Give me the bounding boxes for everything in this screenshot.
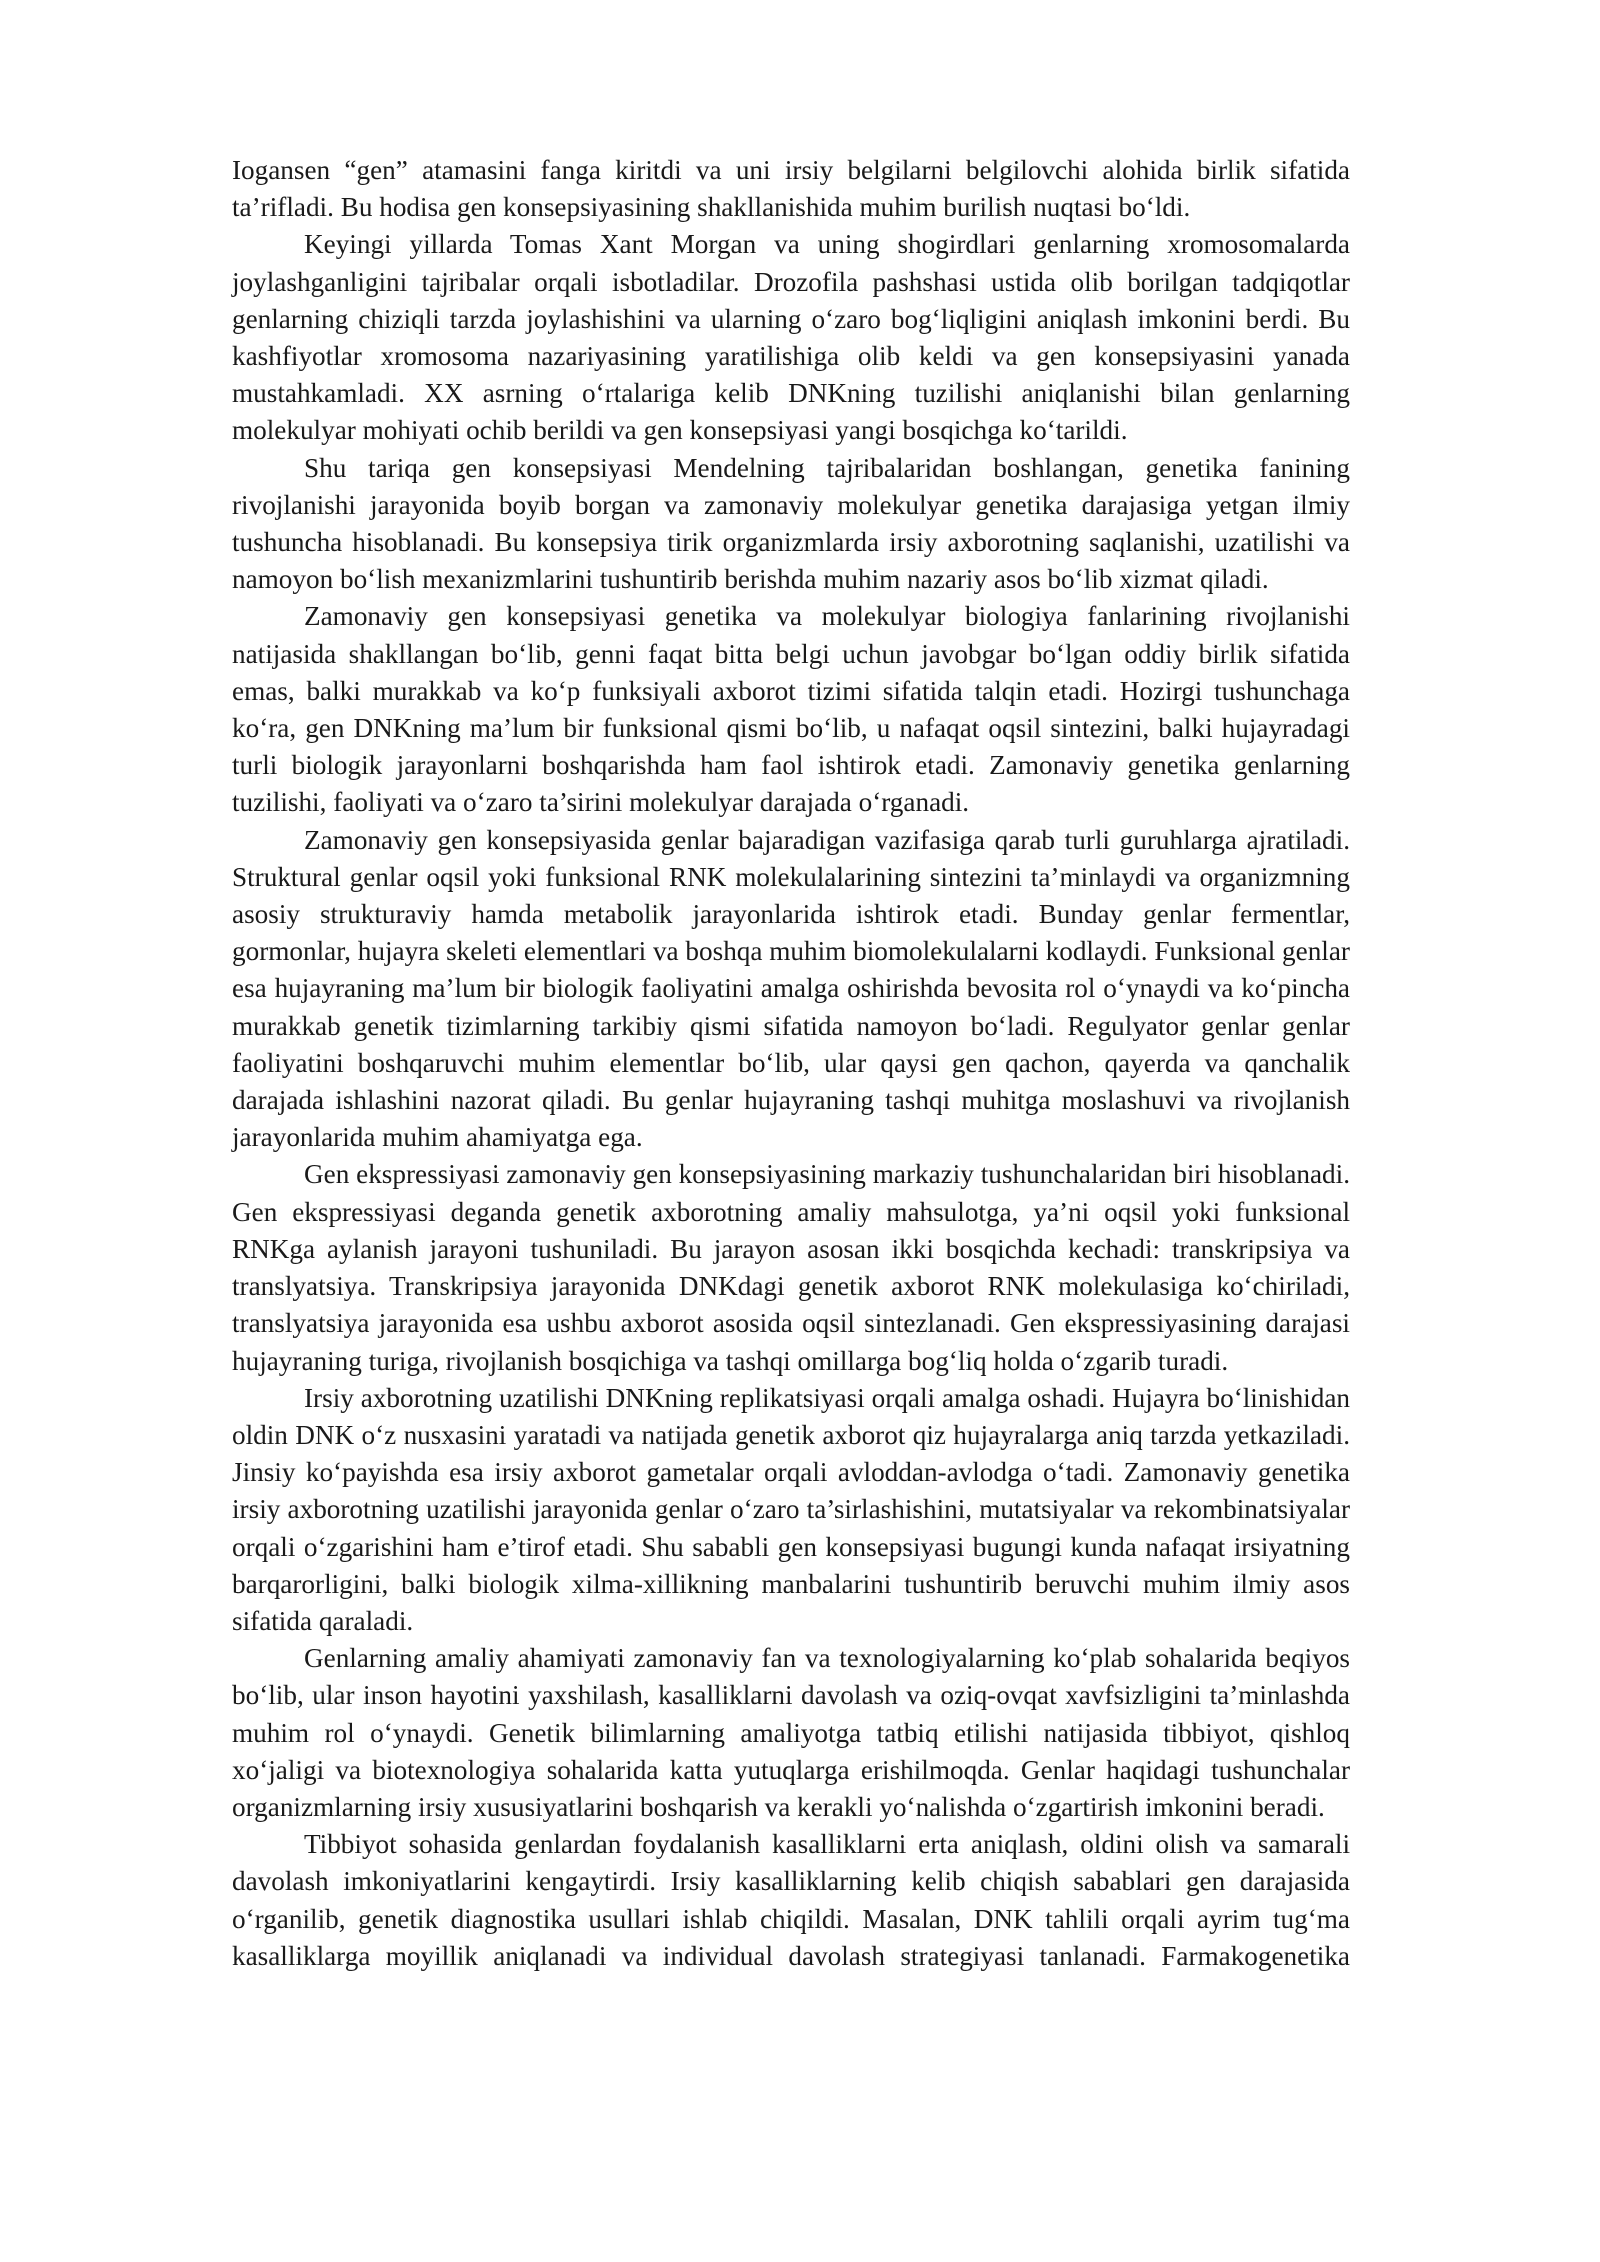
paragraph-gene-groups: Zamonaviy gen konsepsiyasida genlar bajaradigan vazifasiga qarab turli guruhlarga ajratiladi. Struktural genlar oqsil yoki funksional RNK molekulalarining sintezini ta’minlaydi va organizmning asosiy strukturaviy hamda metabolik jarayonlarida ishtirok etadi. Bunday genlar fermentlar, gormonlar, hujayra skeleti elementlari va boshqa muhim biomolekulalarni kodlaydi. Funksional genlar esa hujayraning ma’lum bir biologik faoliyatini amalga oshirishda bevosita rol o‘ynaydi va ko‘pincha murakkab genetik tizimlarning tarkibiy qismi sifatida namoyon bo‘ladi. Regulyator genlar genlar faoliyatini boshqaruvchi muhim elementlar bo‘lib, ular qaysi gen qachon, qayerda va qanchalik darajada ishlashini nazorat qiladi. Bu genlar hujayraning tashqi muhitga moslashuvi va rivojlanish jarayonlarida muhim ahamiyatga ega. <box>232 824 1350 1153</box>
paragraph-medicine-applications: Tibbiyot sohasida genlardan foydalanish kasalliklarni erta aniqlash, oldini olish va samarali davolash imkoniyatlarini kengaytirdi. Irsiy kasalliklarning kelib chiqish sabablari gen darajasida o‘rganilib, genetik diagnostika usullari ishlab chiqildi. Masalan, DNK tahlili orqali ayrim tug‘ma kasalliklarga moyillik aniqlanadi va individual davolash strategiyasi tanlanadi. Farmakogenetika <box>232 1829 1350 1971</box>
paragraph-modern-gene-concept: Zamonaviy gen konsepsiyasi genetika va molekulyar biologiya fanlarining rivojlanishi natijasida shakllangan bo‘lib, genni faqat bitta belgi uchun javobgar bo‘lgan oddiy birlik sifatida emas, balki murakkab va ko‘p funksiyali axborot tizimi sifatida talqin etadi. Hozirgi tushunchaga ko‘ra, gen DNKning ma’lum bir funksional qismi bo‘lib, u nafaqat oqsil sintezini, balki hujayradagi turli biologik jarayonlarni boshqarishda ham faol ishtirok etadi. Zamonaviy genetika genlarning tuzilishi, faoliyati va o‘zaro ta’sirini molekulyar darajada o‘rganadi. <box>232 601 1350 818</box>
paragraph-practical-importance: Genlarning amaliy ahamiyati zamonaviy fan va texnologiyalarning ko‘plab sohalarida beqiyos bo‘lib, ular inson hayotini yaxshilash, kasalliklarni davolash va oziq-ovqat xavfsizligini ta’minlashda muhim rol o‘ynaydi. Genetik bilimlarning amaliyotga tatbiq etilishi natijasida tibbiyot, qishloq xo‘jaligi va biotexnologiya sohalarida katta yutuqlarga erishilmoqda. Genlar haqidagi tushunchalar organizmlarning irsiy xususiyatlarini boshqarish va kerakli yo‘nalishda o‘zgartirish imkonini beradi. <box>232 1643 1350 1822</box>
paragraph-hereditary-transfer: Irsiy axborotning uzatilishi DNKning replikatsiyasi orqali amalga oshadi. Hujayra bo‘linishidan oldin DNK o‘z nusxasini yaratadi va natijada genetik axborot qiz hujayralarga aniq tarzda yetkaziladi. Jinsiy ko‘payishda esa irsiy axborot gametalar orqali avloddan-avlodga o‘tadi. Zamonaviy genetika irsiy axborotning uzatilishi jarayonida genlar o‘zaro ta’sirlashishini, mutatsiyalar va rekombinatsiyalar orqali o‘zgarishini ham e’tirof etadi. Shu sababli gen konsepsiyasi bugungi kunda nafaqat irsiyatning barqarorligini, balki biologik xilma-xillikning manbalarini tushuntirib beruvchi muhim ilmiy asos sifatida qaraladi. <box>232 1382 1350 1636</box>
document-page <box>232 152 1350 1975</box>
paragraph-mendel-to-molecular: Shu tariqa gen konsepsiyasi Mendelning tajribalaridan boshlangan, genetika fanining rivojlanishi jarayonida boyib borgan va zamonaviy molekulyar genetika darajasiga yetgan ilmiy tushuncha hisoblanadi. Bu konsepsiya tirik organizmlarda irsiy axborotning saqlanishi, uzatilishi va namoyon bo‘lish mexanizmlarini tushuntirib berishda muhim nazariy asos bo‘lib xizmat qiladi. <box>232 452 1350 595</box>
paragraph-morgan-chromosomes: Keyingi yillarda Tomas Xant Morgan va uning shogirdlari genlarning xromosomalarda joylashganligini tajribalar orqali isbotladilar. Drozofila pashshasi ustida olib borilgan tadqiqotlar genlarning chiziqli tarzda joylashishini va ularning o‘zaro bog‘liqligini aniqlash imkonini berdi. Bu kashfiyotlar xromosoma nazariyasining yaratilishiga olib keldi va gen konsepsiyasini yanada mustahkamladi. XX asrning o‘rtalariga kelib DNKning tuzilishi aniqlanishi bilan genlarning molekulyar mohiyati ochib berildi va gen konsepsiyasi yangi bosqichga ko‘tarildi. <box>232 229 1350 446</box>
paragraph-gene-expression: Gen ekspressiyasi zamonaviy gen konsepsiyasining markaziy tushunchalaridan biri hisoblanadi. Gen ekspressiyasi deganda genetik axborotning amaliy mahsulotga, ya’ni oqsil yoki funksional RNKga aylanish jarayoni tushuniladi. Bu jarayon asosan ikki bosqichda kechadi: transkripsiya va translyatsiya. Transkripsiya jarayonida DNKdagi genetik axborot RNK molekulasiga ko‘chiriladi, translyatsiya jarayonida esa ushbu axborot asosida oqsil sintezlanadi. Gen ekspressiyasining darajasi hujayraning turiga, rivojlanish bosqichiga va tashqi omillarga bog‘liq holda o‘zgarib turadi. <box>232 1159 1350 1376</box>
paragraph-gen-term-definition: Iogansen “gen” atamasini fanga kiritdi va uni irsiy belgilarni belgilovchi alohida birlik sifatida ta’rifladi. Bu hodisa gen konsepsiyasining shakllanishida muhim burilish nuqtasi bo‘ldi. <box>232 155 1350 223</box>
